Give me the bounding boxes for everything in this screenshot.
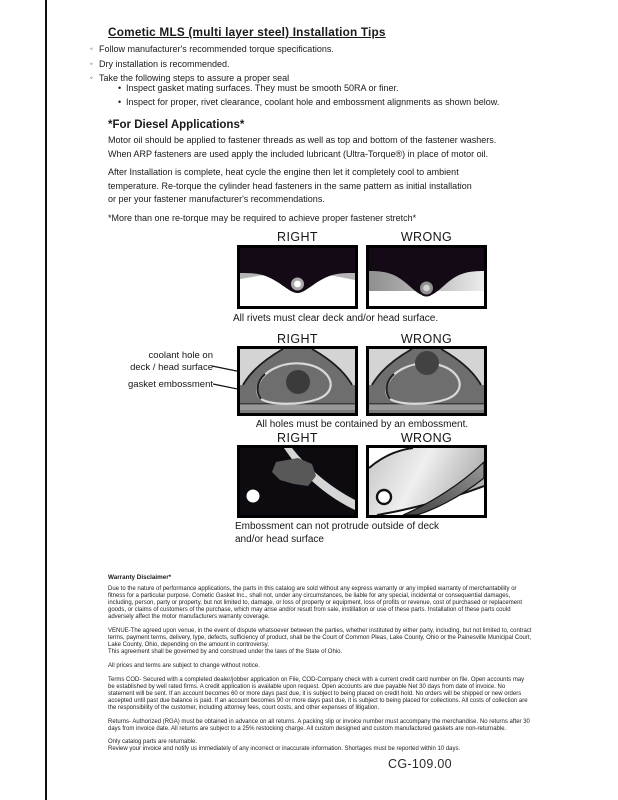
disclaimer-heading: Warranty Disclaimer* — [108, 574, 172, 581]
disclaimer-terms: Terms COD- Secured with a completed dealer/jobber application on File, COD-Company check with a current credit card number on file. Open accounts may be established by well rated firms. A credit application is available upon request. Open accounts are due payable Net 30 days from date of invoice. No statement will be sent. If an account becomes 60 or more days past due, it is subject to being placed on credit hold. No orders will be shipped or new orders accepted until past due balance is paid. If an account becomes 90 or more days past due, it is subject to being placed for collections. All costs of collection are the responsibility of the customer, including attorney fees, court costs, and other expenses of litigation. — [108, 676, 528, 711]
disclaimer-agreement: This agreement shall be governed by and construed under the laws of the State of Ohio. — [108, 649, 343, 656]
warranty-disclaimer — [108, 574, 532, 753]
list-item: • Inspect gasket mating surfaces. They must be smooth 50RA or finer. — [118, 82, 499, 96]
protrusion-caption: Embossment can not protrude outside of deck and/or head surface — [235, 521, 440, 545]
wrong-label: WRONG — [400, 332, 453, 346]
list-item: ◦ Follow manufacturer's recommended torque specifications. — [90, 44, 334, 54]
protrusion-right-panel — [237, 445, 358, 518]
wrong-label: WRONG — [400, 230, 453, 244]
disclaimer-warranty: Due to the nature of performance applications, the parts in this catalog are sold without any express warranty or any implied warranty of merchantability or fitness for a particular purpose. Cometic Gasket Inc., shall not, under any circumstances, be liable for any special, incidental or consequential damages, including, person, party or property, but not limited to, damage, or loss of property or equipment, loss of profits or revenue, cost of purchased or replacement goods, or claims of customers of the purchase, which may arise and/or result from sale, instillation or use of these parts. Installation of these parts could adversely affect the motor manufacturers warranty coverage. — [108, 586, 523, 621]
page-title: Cometic MLS (multi layer steel) Installation Tips — [108, 25, 386, 39]
embossment-wrong-diagram — [369, 349, 484, 413]
bullet-icon: • — [118, 96, 122, 107]
retorque-note: *More than one re-torque may be required to achieve proper fastener stretch* — [108, 213, 417, 223]
rivet-caption: All rivets must clear deck and/or head surface. — [233, 313, 439, 324]
list-item: • Inspect for proper, rivet clearance, coolant hole and embossment alignments as shown below. — [118, 96, 499, 110]
disclaimer-review: Review your invoice and notify us immediately of any incorrect or inaccurate information. Shortages must be reported within 10 days. — [108, 746, 461, 753]
rivet-right-panel — [237, 245, 358, 309]
embossment-right-diagram — [240, 349, 355, 413]
tips-sub-bullet-list — [118, 82, 499, 109]
rivet-right-diagram — [240, 248, 355, 306]
right-label: RIGHT — [277, 332, 318, 346]
wrong-label: WRONG — [400, 431, 453, 445]
protrusion-wrong-diagram — [369, 448, 484, 515]
embossment-caption: All holes must be contained by an embossment. — [255, 419, 469, 430]
diesel-heading: *For Diesel Applications* — [108, 119, 245, 131]
embossment-wrong-panel — [366, 346, 487, 416]
protrusion-right-diagram — [240, 448, 355, 515]
page-edge-rule — [45, 0, 47, 800]
protrusion-wrong-panel — [366, 445, 487, 518]
open-bullet-icon: ◦ — [90, 58, 93, 68]
disclaimer-only-catalog: Only catalog parts are returnable. — [108, 739, 198, 746]
list-item: ◦ Take the following steps to assure a proper seal — [90, 73, 290, 83]
rivet-wrong-panel — [366, 245, 487, 309]
coolant-hole-label: coolant hole on deck / head surface — [130, 350, 213, 373]
list-item: ◦ Dry installation is recommended. — [90, 58, 230, 69]
gasket-embossment-label: gasket embossment — [127, 379, 213, 390]
diesel-paragraph-2: After Installation is complete, heat cycle the engine then let it completely cool to ambient temperature. Re-torque the cylinder head fasteners in the same pattern as initial installation or per your fastener manufacturer's recommendations. — [108, 167, 472, 204]
right-label: RIGHT — [277, 431, 318, 445]
disclaimer-returns: Returns- Authorized (RGA) must be obtained in advance on all returns. A packing slip or invoice number must accompany the merchandise. No returns after 30 days from invoice date. All returns are subject to a 25% restocking charge. All custom designed and custom manufactured gaskets are non-returnable. — [108, 718, 530, 732]
open-bullet-icon: ◦ — [90, 44, 93, 53]
disclaimer-prices: All prices and terms are subject to change without notice. — [108, 662, 260, 669]
disclaimer-venue: VENUE-The agreed upon venue, in the event of dispute whatsoever between the parties, whether instituted by either party, including, but not limited to, contract terms, payment terms, delivery, type, defects, sufficiency of product, shall be the Court of Common Pleas, Lake County, Ohio or the Painesville Municipal Court, Lake County, Ohio, depending on the amount in controversy. — [108, 628, 532, 649]
right-label: RIGHT — [277, 230, 318, 244]
bullet-icon: • — [118, 83, 122, 93]
diesel-paragraph-1: Motor oil should be applied to fastener threads as well as top and bottom of the fastener washers. When ARP fasteners are used apply the included lubricant (Ultra-Torque®) in place of motor oil. — [108, 135, 497, 159]
rivet-wrong-diagram — [369, 248, 484, 306]
catalog-code: CG-109.00 — [388, 757, 452, 771]
tips-bullet-list — [90, 42, 334, 86]
open-bullet-icon: ◦ — [90, 73, 93, 82]
embossment-right-panel — [237, 346, 358, 416]
